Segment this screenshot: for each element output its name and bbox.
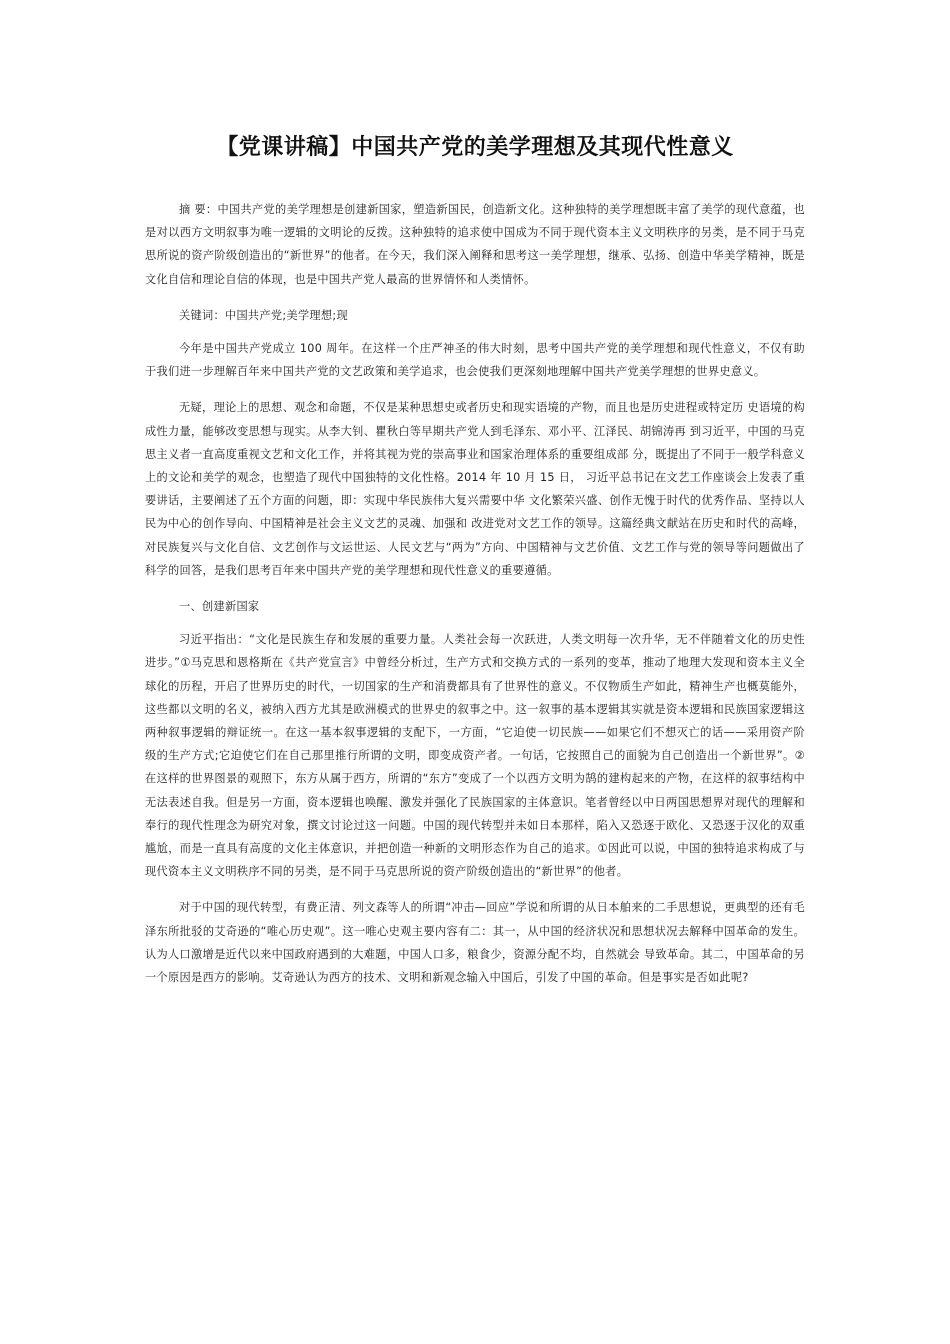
abstract-paragraph: 摘 要：中国共产党的美学理想是创建新国家，塑造新国民，创造新文化。这种独特的美学理想既丰富了美学的现代意蕴，也是对以西方文明叙事为唯一逻辑的文明论的反拨。这种独特的追求使中国成为不同于现代资本主义文明秩序的另类，是不同于马克思所说的资产阶级创造出的“新世界”的他者。在今天，我们深入阐释和思考这一美学理想，继承、弘扬、创造中华美学精神，既是文化自信和理论自信的体现，也是中国共产党人最高的世界情怀和人类情怀。 xyxy=(145,203,805,286)
document-body xyxy=(145,198,805,1002)
document-title: 【党课讲稿】中国共产党的美学理想及其现代性意义 xyxy=(216,135,734,160)
body-paragraph: 对于中国的现代转型，有费正清、列文森等人的所谓“冲击—回应”学说和所谓的从日本舶来的二手思想说，更典型的还有毛泽东所批驳的艾奇逊的“唯心历史观”。这一唯心史观主要内容有二：其一，从中国的经济状况和思想状况去解释中国革命的发生。认为人口激增是近代以来中国政府遇到的大难题，中国人口多，粮食少，资源分配不均，自然就会 导致革命。其二，中国革命的另一个原因是西方的影响。艾奇逊认为西方的技术、文明和新观念输入中国后，引发了中国的革命。但是事实是否如此呢? xyxy=(145,901,805,985)
body-paragraph: 习近平指出：“文化是民族生存和发展的重要力量。人类社会每一次跃进，人类文明每一次升华，无不伴随着文化的历史性进步。”①马克思和恩格斯在《共产党宣言》中曾经分析过，生产方式和交换方式的一系列的变革，推动了地理大发现和资本主义全球化的历程，开启了世界历史的时代，一切国家的生产和消费都具有了世界性的意义。不仅物质生产如此，精神生产也概莫能外，这些都以文明的名义，被纳入西方尤其是欧洲模式的世界史的叙事之中。这一叙事的基本逻辑其实就是资本逻辑和民族国家逻辑这两种叙事逻辑的辩证统一。在这一基本叙事逻辑的支配下，一方面，“它迫使一切民族——如果它们不想灭亡的话——采用资产阶级的生产方式;它迫使它们在自己那里推行所谓的文明，即变成资产者。一句话，它按照自己的面貌为自己创造出一个新世界”。②在这样的世界图景的观照下，东方从属于西方，所谓的“东方”变成了一个以西方文明为鹄的建构起来的产物，在这样的叙事结构中无法表述自我。但是另一方面，资本逻辑也唤醒、激发并强化了民族国家的主体意识。笔者曾经以中日两国思想界对现代的理解和奉行的现代性理念为研究对象，撰文讨论过这一问题。中国的现代转型并未如日本那样，陷入又恐逐于欧化、又恐逐于汉化的双重尴尬，而是一直具有高度的文化主体意识，并把创造一种新的文明形态作为自己的追求。①因此可以说，中国的独特追求构成了与现代资本主义文明秩序不同的另类，是不同于马克思所说的资产阶级创造出的“新世界”的他者。 xyxy=(145,633,805,879)
keywords-line: 关键词：中国共产党;美学理想;现 xyxy=(179,308,348,322)
section-heading: 一、创建新国家 xyxy=(179,600,260,614)
body-paragraph: 无疑，理论上的思想、观念和命题，不仅是某种思想史或者历史和现实语境的产物，而且也是历史进程或特定历 史语境的构成性力量，能够改变思想与现实。从李大钊、瞿秋白等早期共产党人到毛泽东、邓小平、江泽民、胡锦涛再 到习近平，中国的马克思主义者一直高度重视文艺和文化工作，并将其视为党的崇高事业和国家治理体系的重要组成部 分，既提出了不同于一般学科意义上的文论和美学的观念，也塑造了现代中国独特的文化性格。2014 年 10 月 15 日， 习近平总书记在文艺工作座谈会上发表了重要讲话，主要阐述了五个方面的问题，即：实现中华民族伟大复兴需要中华 文化繁荣兴盛、创作无愧于时代的优秀作品、坚持以人民为中心的创作导向、中国精神是社会主义文艺的灵魂、加强和 改进党对文艺工作的领导。这篇经典文献站在历史和时代的高峰，对民族复兴与文化自信、文艺创作与文运世运、人民文艺与“两为”方向、中国精神与文艺价值、文艺工作与党的领导等问题做出了科学的回答，是我们思考百年来中国共产党的美学理想和现代性意义的重要遵循。 xyxy=(145,401,805,577)
body-paragraph: 今年是中国共产党成立 100 周年。在这样一个庄严神圣的伟大时刻，思考中国共产党的美学理想和现代性意义，不仅有助于我们进一步理解百年来中国共产党的文艺政策和美学追求，也会使我们更深刻地理解中国共产党美学理想的世界史意义。 xyxy=(145,342,805,379)
